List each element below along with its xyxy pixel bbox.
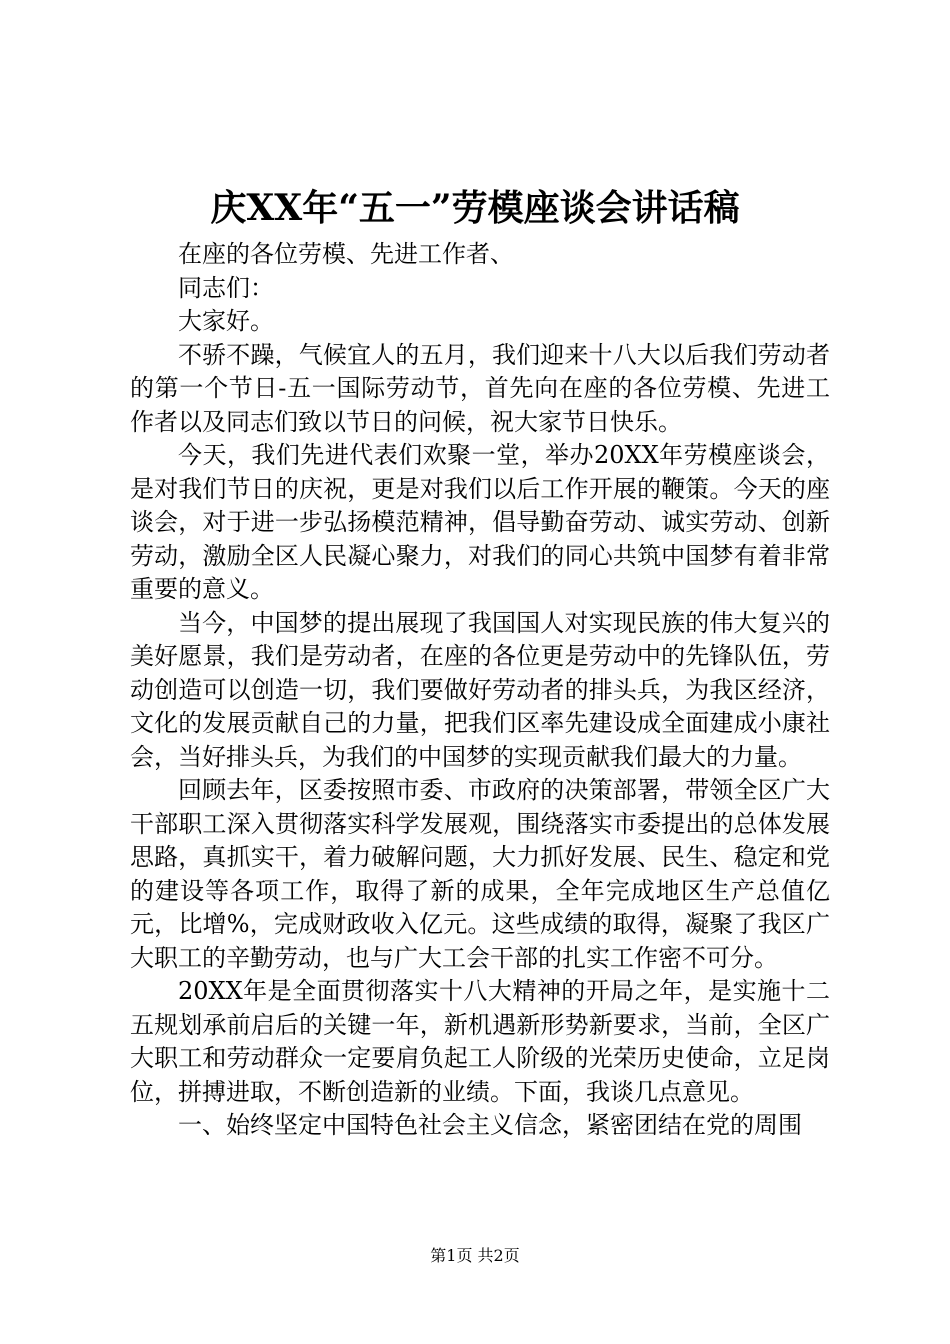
- body-paragraph: 回顾去年，区委按照市委、市政府的决策部署，带领全区广大干部职工深入贯彻落实科学发展观，围绕落实市委提出的总体发展思路，真抓实干，着力破解问题，大力抓好发展、民生、稳定和党的建设等各项工作，取得了新的成果，全年完成地区生产总值亿元，比增%，完成财政收入亿元。这些成绩的取得，凝聚了我区广大职工的辛勤劳动，也与广大工会干部的扎实工作密不可分。: [130, 776, 830, 972]
- body-paragraph: 不骄不躁，气候宜人的五月，我们迎来十八大以后我们劳动者的第一个节日-五一国际劳动节，首先向在座的各位劳模、先进工作者以及同志们致以节日的问候，祝大家节日快乐。: [130, 340, 830, 436]
- section-heading: 一、始终坚定中国特色社会主义信念，紧密团结在党的周围: [178, 1111, 802, 1139]
- salutation-line: 在座的各位劳模、先进工作者、: [178, 240, 514, 268]
- page-footer: 第1页 共2页: [430, 1246, 520, 1265]
- body-paragraph: 今天，我们先进代表们欢聚一堂，举办20XX年劳模座谈会，是对我们节日的庆祝，更是对我们以后工作开展的鞭策。今天的座谈会，对于进一步弘扬模范精神，倡导勤奋劳动、诚实劳动、创新劳动，激励全区人民凝心聚力，对我们的同心共筑中国梦有着非常重要的意义。: [130, 441, 830, 603]
- document-body: [130, 238, 830, 1143]
- greeting-line: 大家好。: [178, 307, 274, 335]
- salutation-line: 同志们：: [178, 273, 274, 302]
- body-paragraph: 当今，中国梦的提出展现了我国国人对实现民族的伟大复兴的美好愿景，我们是劳动者，在座的各位更是劳动中的先锋队伍，劳动创造可以创造一切，我们要做好劳动者的排头兵，为我区经济，文化的发展贡献自己的力量，把我们区率先建设成全面建成小康社会，当好排头兵，为我们的中国梦的实现贡献我们最大的力量。: [130, 608, 830, 771]
- body-paragraph: 20XX年是全面贯彻落实十八大精神的开局之年，是实施十二五规划承前启后的关键一年，新机遇新形势新要求，当前，全区广大职工和劳动群众一定要肩负起工人阶级的光荣历史使命，立足岗位，拼搏进取，不断创造新的业绩。下面，我谈几点意见。: [130, 977, 830, 1106]
- document-title: 庆XX年“五一”劳模座谈会讲话稿: [210, 187, 740, 229]
